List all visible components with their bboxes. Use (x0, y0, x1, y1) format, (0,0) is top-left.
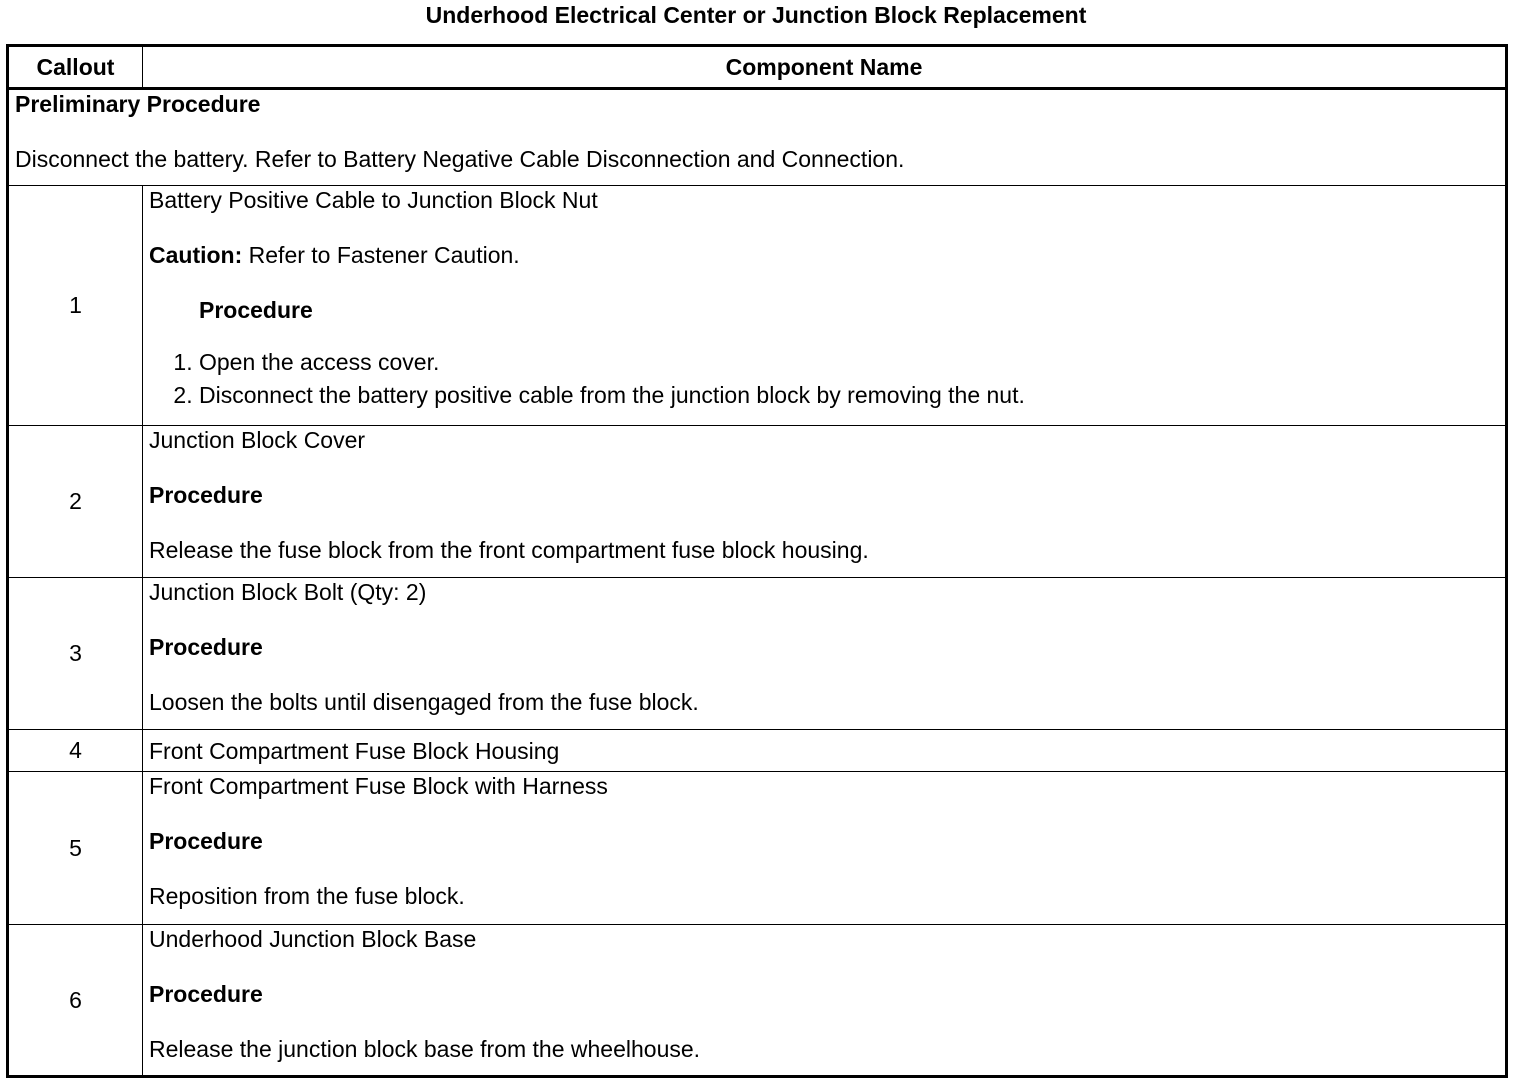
preliminary-cell (8, 89, 1507, 186)
component-name: Junction Block Cover (149, 427, 366, 453)
component-cell (143, 186, 1507, 426)
component-name: Underhood Junction Block Base (149, 926, 477, 952)
component-column-header: Component Name (143, 46, 1507, 89)
procedure-text: Reposition from the fuse block. (149, 883, 465, 909)
component-cell (143, 578, 1507, 730)
component-cell (143, 925, 1507, 1077)
table-row (8, 772, 1507, 925)
procedure-table (6, 44, 1508, 1078)
preliminary-heading: Preliminary Procedure (15, 91, 261, 117)
callout-number: 3 (8, 578, 143, 730)
procedure-text: Release the junction block base from the wheelhouse. (149, 1036, 701, 1062)
procedure-steps (149, 346, 1499, 412)
callout-column-header: Callout (8, 46, 143, 89)
callout-number: 2 (8, 426, 143, 578)
callout-number: 4 (8, 730, 143, 772)
procedure-step: 2. Disconnect the battery positive cable from the junction block by removing the nut. (199, 379, 1499, 412)
table-row (8, 186, 1507, 426)
procedure-label: Procedure (149, 634, 263, 660)
procedure-label: Procedure (199, 297, 313, 323)
component-name: Front Compartment Fuse Block with Harness (149, 773, 608, 799)
callout-number: 5 (8, 772, 143, 925)
component-cell (143, 426, 1507, 578)
component-cell (143, 772, 1507, 925)
caution-note (149, 241, 1499, 269)
component-name: Junction Block Bolt (Qty: 2) (149, 579, 427, 605)
table-header-row (8, 46, 1507, 89)
procedure-label: Procedure (149, 482, 263, 508)
table-row (8, 730, 1507, 772)
caution-label: Caution: (149, 242, 243, 268)
table-row (8, 925, 1507, 1077)
component-cell (143, 730, 1507, 772)
procedure-label: Procedure (149, 828, 263, 854)
procedure-step: 1. Open the access cover. (199, 346, 1499, 379)
procedure-text: Loosen the bolts until disengaged from the fuse block. (149, 689, 699, 715)
page-title: Underhood Electrical Center or Junction Block Replacement (425, 2, 1087, 28)
preliminary-text: Disconnect the battery. Refer to Battery Negative Cable Disconnection and Connection. (15, 146, 905, 172)
callout-number: 1 (8, 186, 143, 426)
component-name: Battery Positive Cable to Junction Block Nut (149, 187, 598, 213)
caution-text: Refer to Fastener Caution. (242, 242, 520, 268)
procedure-label: Procedure (149, 981, 263, 1007)
component-name: Front Compartment Fuse Block Housing (149, 737, 560, 764)
table-row (8, 578, 1507, 730)
preliminary-row (8, 89, 1507, 186)
table-row (8, 426, 1507, 578)
callout-number: 6 (8, 925, 143, 1077)
procedure-text: Release the fuse block from the front compartment fuse block housing. (149, 537, 869, 563)
